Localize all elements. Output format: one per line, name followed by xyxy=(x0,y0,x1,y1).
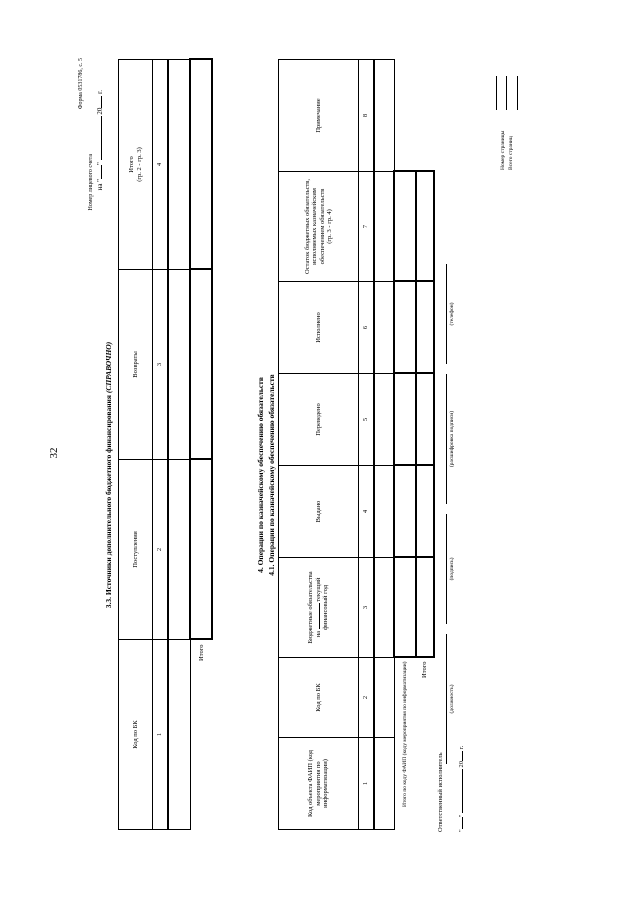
table-row xyxy=(374,738,394,830)
page-number: 32 xyxy=(48,447,60,459)
phone-caption: (телефон) xyxy=(449,302,455,326)
table-row xyxy=(374,60,394,172)
col-number: 6 xyxy=(359,282,375,374)
total-cell xyxy=(416,282,434,374)
subtotal-cell xyxy=(394,282,416,374)
total-cell xyxy=(190,460,212,640)
section-3-3-title: 3.3. Источники дополнительного бюджетного финансирования (СПРАВОЧНО) xyxy=(104,341,113,609)
position-line xyxy=(446,634,447,764)
col-number: 4 xyxy=(153,60,169,270)
subtotal-faip-label: Итого по коду ФАИП (коду мероприятия по информатизации) xyxy=(402,661,409,807)
col-header-issued: Выдано xyxy=(279,466,359,558)
col-number: 1 xyxy=(153,640,169,830)
col-number: 3 xyxy=(359,558,375,658)
signature-caption: (подпись) xyxy=(449,557,455,581)
col-number: 2 xyxy=(153,460,169,640)
table-row xyxy=(374,172,394,282)
total-cell xyxy=(190,270,212,460)
col-number: 5 xyxy=(359,374,375,466)
funding-sources-table xyxy=(118,59,213,831)
col-header-remaining: Остаток бюджетных обязательств, исполняемых казначейским обеспечением обязательств (гр. 3 - гр. 4) xyxy=(279,172,359,282)
col-number: 1 xyxy=(359,738,375,830)
table-row xyxy=(168,270,190,460)
responsible-executor-label: Ответственный исполнитель xyxy=(437,752,444,832)
table-row xyxy=(168,640,190,830)
signature-date: "" 20 г. xyxy=(458,745,465,832)
col-number: 2 xyxy=(359,658,375,738)
name-line xyxy=(446,374,447,504)
table-row xyxy=(374,658,394,738)
col-header-obligations: Бюджетные обязательства на текущий финансовый год xyxy=(279,558,359,658)
table-row xyxy=(168,460,190,640)
signature-line xyxy=(446,514,447,624)
total-label: Итого xyxy=(197,644,205,661)
col-header-faip: Код объекта ФАИП (код мероприятия по информатизации) xyxy=(279,738,359,830)
col-header-return: Возвраты xyxy=(119,270,153,460)
treasury-operations-table xyxy=(278,59,435,830)
section-4-title: 4. Операции по казначейскому обеспечению обязательств xyxy=(256,377,265,573)
phone-line xyxy=(446,264,447,364)
page-count-box xyxy=(496,76,518,110)
table-row xyxy=(374,466,394,558)
subtotal-cell xyxy=(394,466,416,558)
total-cell xyxy=(190,60,212,270)
position-caption: (должность) xyxy=(449,684,455,714)
total-cell xyxy=(416,172,434,282)
col-number: 8 xyxy=(359,60,375,172)
col-number: 3 xyxy=(153,270,169,460)
col-header-income: Поступления xyxy=(119,460,153,640)
account-date: на "" 20 г. xyxy=(96,90,104,191)
total-cell xyxy=(416,558,434,658)
total-pages-label: Всего страниц xyxy=(508,136,514,170)
rotated-form-sheet xyxy=(60,50,640,860)
table-row xyxy=(374,558,394,658)
col-header-kbk: Код по БК xyxy=(119,640,153,830)
section-4-1-title: 4.1. Операции по казначейскому обеспечению обязательств xyxy=(267,374,276,576)
name-caption: (расшифровка подписи) xyxy=(449,410,455,468)
total-label: Итого xyxy=(421,661,429,678)
total-cell xyxy=(416,374,434,466)
subtotal-cell xyxy=(394,558,416,658)
form-code: Форма 0531786, с. 5 xyxy=(78,58,84,110)
account-number-label: Номер лицевого счета xyxy=(88,154,94,211)
table-row xyxy=(374,374,394,466)
subtotal-cell xyxy=(394,172,416,282)
page-number-label: Номер страницы xyxy=(500,130,506,170)
col-header-kbk: Код по БК xyxy=(279,658,359,738)
total-cell xyxy=(416,466,434,558)
col-header-transferred: Переведено xyxy=(279,374,359,466)
table-row xyxy=(168,60,190,270)
col-header-executed: Исполнено xyxy=(279,282,359,374)
col-number: 7 xyxy=(359,172,375,282)
table-row xyxy=(374,282,394,374)
col-header-total: Итого (гр. 2 - гр. 3) xyxy=(119,60,153,270)
col-header-note: Примечание xyxy=(279,60,359,172)
col-number: 4 xyxy=(359,466,375,558)
subtotal-cell xyxy=(394,374,416,466)
